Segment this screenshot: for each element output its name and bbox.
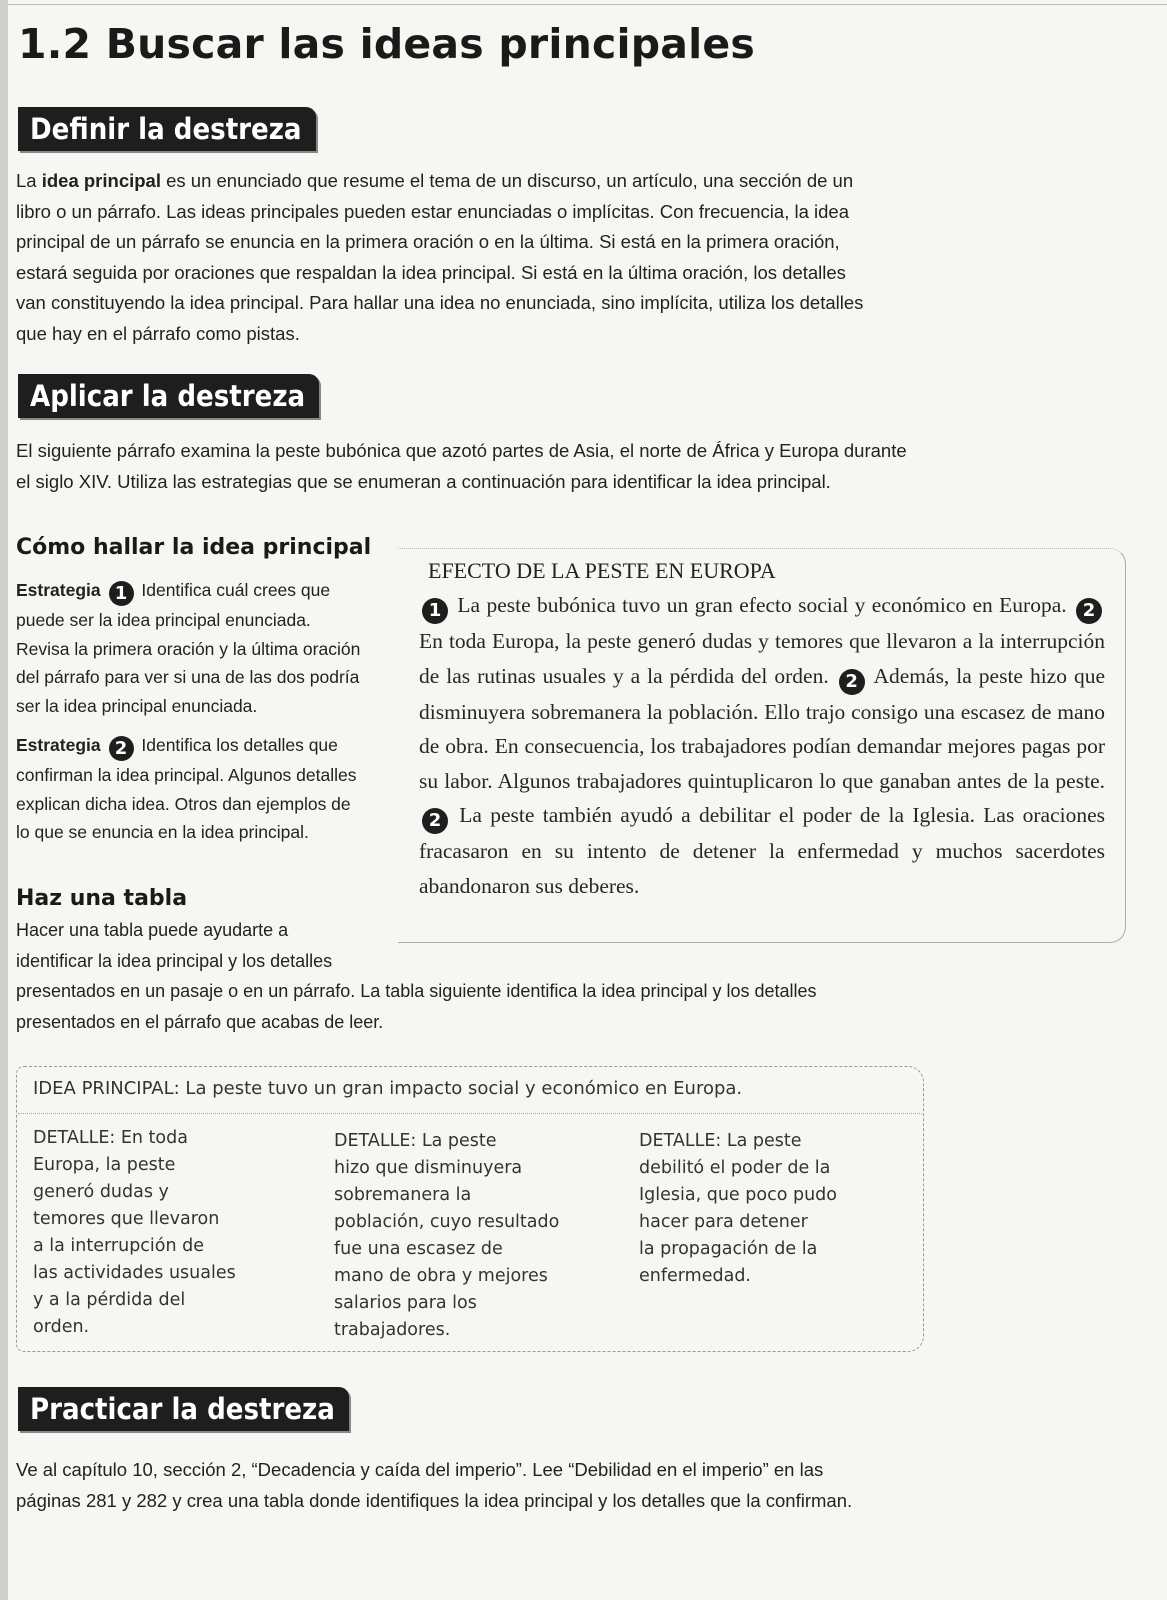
number-badge-icon: 2 <box>839 669 865 695</box>
text: salarios para los <box>334 1293 477 1313</box>
text: DETALLE: En toda <box>33 1128 188 1148</box>
text: que hay en el párrafo como pistas. <box>16 322 300 344</box>
text: estará seguida por oraciones que respaldan la idea principal. Si está en la última oración, los detalles <box>16 261 846 283</box>
detail-column-3 <box>639 1128 837 1290</box>
definir-paragraph <box>16 166 916 349</box>
text: explican dicha idea. Otros dan ejemplos de <box>16 793 351 814</box>
text: Identifica los detalles que <box>141 735 338 755</box>
text: Revisa la primera oración y la última oración <box>16 638 361 659</box>
text: libro o un párrafo. Las ideas principales pueden estar enunciadas o implícitas. Con frecuencia, la idea <box>16 200 849 222</box>
strategy-label: Estrategia <box>16 580 101 600</box>
text: el siglo XIV. Utiliza las estrategias que se enumeran a continuación para identificar la idea principal. <box>16 470 831 492</box>
aplicar-paragraph <box>16 436 936 497</box>
text: trabajadores. <box>334 1320 451 1340</box>
text: orden. <box>33 1317 90 1337</box>
text: y a la pérdida del <box>33 1290 186 1310</box>
text: generó dudas y <box>33 1182 169 1202</box>
text: Identifica cuál crees que <box>141 580 331 600</box>
text: principal de un párrafo se enuncia en la primera oración o en la última. Si está en la primera oración, <box>16 231 840 252</box>
excerpt-title: EFECTO DE LA PESTE EN EUROPA <box>428 558 776 583</box>
text: a la interrupción de <box>33 1236 205 1256</box>
detail-column-2 <box>334 1128 559 1344</box>
text: Europa, la peste <box>33 1155 176 1175</box>
text: fue una escasez de <box>334 1239 503 1259</box>
text: van constituyendo la idea principal. Para hallar una idea no enunciada, sino implícita, utiliza los detalles <box>16 292 864 313</box>
number-badge-icon: 1 <box>422 598 448 624</box>
section-banner-definir: Definir la destreza <box>18 107 316 151</box>
text: hacer para detener <box>639 1212 808 1232</box>
text: es un enunciado que resume el tema de un discurso, un artículo, una sección de un <box>160 170 854 191</box>
text: la propagación de la <box>639 1239 818 1259</box>
excerpt-body <box>419 588 1105 903</box>
text: identificar la idea principal y los detalles <box>16 950 333 971</box>
text: Ve al capítulo 10, sección 2, “Decadencia y caída del imperio”. Lee “Debilidad en el imperio” en las <box>16 1459 824 1480</box>
term-idea-principal: idea principal <box>41 170 161 191</box>
text: sobremanera la <box>334 1185 472 1205</box>
section-banner-practicar: Practicar la destreza <box>18 1387 349 1431</box>
number-badge-icon: 1 <box>109 581 134 606</box>
text: DETALLE: La peste <box>334 1131 497 1151</box>
number-badge-icon: 2 <box>422 808 448 834</box>
strategy-2 <box>16 731 366 847</box>
text: Iglesia, que poco pudo <box>639 1185 837 1205</box>
idea-principal-row: IDEA PRINCIPAL: La peste tuvo un gran impacto social y económico en Europa. <box>33 1078 743 1099</box>
sentence: En toda Europa, la peste generó dudas y temores que llevaron a la interrupción de las rutinas usuales y a la pérdida del orden. <box>419 629 1105 688</box>
text: presentados en un pasaje o en un párrafo. La tabla siguiente identifica la idea principal y los detalles <box>16 981 817 1001</box>
sentence: Además, la peste hizo que disminuyera sobremanera la población. Ello trajo consigo una escasez de mano de obra. En consecuencia, los trabajadores podían demandar mejores pagas por su labor. Algunos trabajadores quintuplicaron lo que ganaban antes de la peste. <box>419 663 1105 793</box>
text: lo que se enuncia en la idea principal. <box>16 822 309 842</box>
text: las actividades usuales <box>33 1263 236 1283</box>
text: del párrafo para ver si una de las dos podría <box>16 667 360 687</box>
text: debilitó el poder de la <box>639 1158 831 1178</box>
text: enfermedad. <box>639 1266 751 1286</box>
text: páginas 281 y 282 y crea una tabla donde identifiques la idea principal y los detalles que la confirman. <box>16 1489 853 1511</box>
text: hizo que disminuyera <box>334 1158 523 1178</box>
haz-tabla-heading: Haz una tabla <box>16 886 188 911</box>
text: El siguiente párrafo examina la peste bubónica que azotó partes de Asia, el norte de África y Europa durante <box>16 440 907 461</box>
detail-column-1 <box>33 1125 236 1341</box>
practicar-paragraph <box>16 1455 936 1516</box>
text: puede ser la idea principal enunciada. <box>16 610 311 630</box>
number-badge-icon: 2 <box>1076 598 1102 624</box>
text: presentados en el párrafo que acabas de leer. <box>16 1011 384 1032</box>
text: DETALLE: La peste <box>639 1131 802 1151</box>
text: población, cuyo resultado <box>334 1212 560 1232</box>
sentence: La peste también ayudó a debilitar el poder de la Iglesia. Las oraciones fracasaron en su intento de detener la enfermedad y muchos sacerdotes abandonaron sus deberes. <box>419 803 1106 898</box>
strategy-1 <box>16 576 366 720</box>
table-divider <box>18 1113 922 1114</box>
text: La <box>16 170 42 191</box>
text: Hacer una tabla puede ayudarte a <box>16 920 289 940</box>
text: ser la idea principal enunciada. <box>16 695 258 716</box>
tabla-paragraph <box>16 915 916 1037</box>
number-badge-icon: 2 <box>109 736 134 761</box>
page-title: 1.2 Buscar las ideas principales <box>18 20 756 68</box>
text: temores que llevaron <box>33 1209 220 1229</box>
strategy-label: Estrategia <box>16 735 101 755</box>
top-rule <box>8 4 1167 5</box>
como-hallar-heading: Cómo hallar la idea principal <box>16 535 372 560</box>
sentence: La peste bubónica tuvo un gran efecto social y económico en Europa. <box>457 593 1067 617</box>
page-edge <box>0 0 8 1600</box>
text: confirman la idea principal. Algunos detalles <box>16 765 357 785</box>
section-banner-aplicar: Aplicar la destreza <box>18 374 319 418</box>
text: mano de obra y mejores <box>334 1266 548 1286</box>
